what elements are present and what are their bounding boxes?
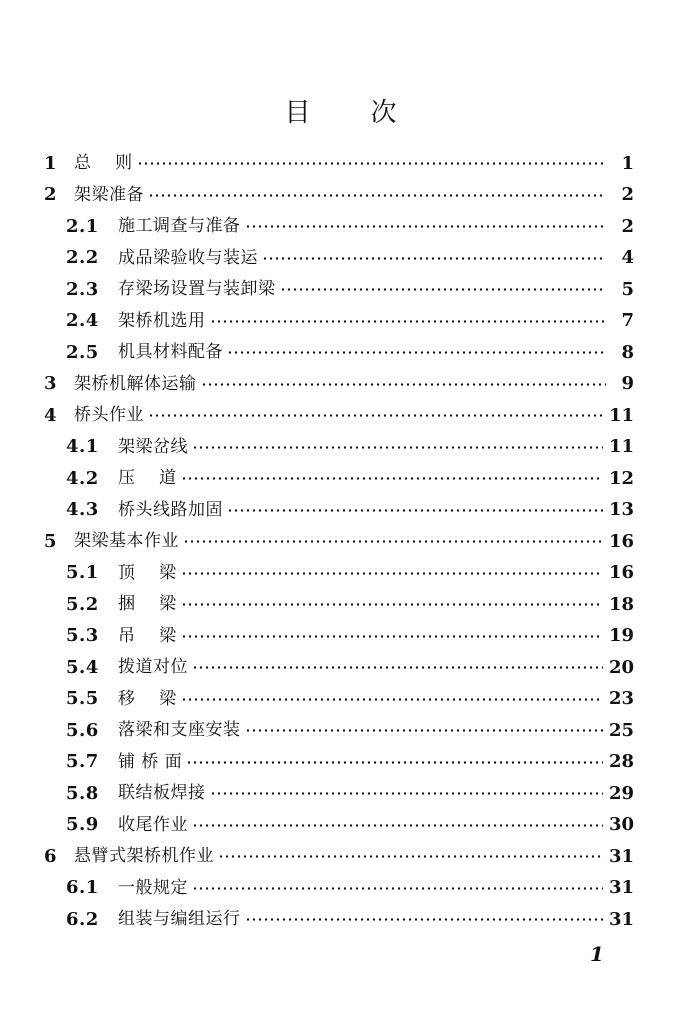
dot-leader: [245, 918, 603, 921]
toc-section-entry: [44, 306, 634, 338]
toc-entry-title: 施工调查与准备: [118, 216, 241, 237]
toc-entry-number: 4.3: [66, 499, 99, 521]
toc-entry-page: 8: [621, 341, 634, 363]
toc-entry-title: 收尾作业: [118, 814, 188, 835]
toc-section-entry: [44, 621, 634, 653]
toc-entry-page: 12: [608, 467, 634, 489]
toc-entry-title: 落梁和支座安装: [118, 720, 241, 741]
toc-entry-page: 28: [608, 751, 634, 773]
toc-entry-number: 2.1: [66, 215, 99, 237]
dot-leader: [148, 414, 603, 417]
dot-leader: [218, 855, 603, 858]
toc-entry-number: 6.2: [66, 908, 99, 930]
toc-entry-title: 架桥机选用: [118, 310, 206, 331]
toc-entry-page: 2: [621, 215, 634, 237]
toc-entry-number: 5.6: [66, 719, 99, 741]
dot-leader: [245, 225, 607, 228]
toc-section-entry: [44, 873, 634, 905]
dot-leader: [183, 540, 603, 543]
toc-entry-title: 联结板焊接: [118, 783, 206, 804]
toc-entry-title: 一般规定: [118, 877, 188, 898]
toc-section-entry: [44, 684, 634, 716]
dot-leader: [148, 194, 606, 197]
toc-chapter-entry: [44, 180, 634, 212]
toc-entry-number: 5.7: [66, 751, 99, 773]
toc-entry-number: 2: [44, 184, 57, 206]
toc-entry-title: 拨道对位: [118, 657, 188, 678]
dot-leader: [181, 635, 603, 638]
dot-leader: [192, 446, 603, 449]
toc-entry-number: 5.5: [66, 688, 99, 710]
toc-entry-page: 16: [608, 562, 634, 584]
toc-section-entry: [44, 243, 634, 275]
toc-entry-number: 4: [44, 404, 57, 426]
dot-leader: [137, 162, 606, 165]
toc-entry-title: 桥头线路加固: [118, 499, 223, 520]
toc-entry-number: 2.3: [66, 278, 99, 300]
dot-leader: [181, 698, 603, 701]
toc-entry-page: 19: [608, 625, 634, 647]
toc-entry-title: 吊 梁: [118, 625, 177, 646]
toc-section-entry: [44, 652, 634, 684]
toc-entry-number: 6.1: [66, 877, 99, 899]
toc-entry-number: 4.1: [66, 436, 99, 458]
toc-entry-title: 移 梁: [118, 688, 177, 709]
toc-entry-title: 架梁基本作业: [74, 531, 179, 552]
toc-entry-title: 捆 梁: [118, 594, 177, 615]
toc-entry-title: 悬臂式架桥机作业: [74, 846, 214, 867]
toc-entry-page: 1: [621, 152, 634, 174]
toc-entry-title: 铺 桥 面: [118, 751, 183, 772]
toc-chapter-entry: [44, 369, 634, 401]
toc-entry-page: 30: [608, 814, 634, 836]
toc-section-entry: [44, 558, 634, 590]
dot-leader: [210, 792, 603, 795]
toc-entry-number: 2.4: [66, 310, 99, 332]
toc-section-entry: [44, 589, 634, 621]
toc-entry-page: 31: [608, 877, 634, 899]
toc-section-entry: [44, 274, 634, 306]
toc-entry-page: 29: [608, 782, 634, 804]
dot-leader: [262, 257, 606, 260]
toc-entry-page: 31: [608, 845, 634, 867]
toc-entry-title: 顶 梁: [118, 562, 177, 583]
dot-leader: [227, 509, 603, 512]
toc-entry-number: 2.5: [66, 341, 99, 363]
page-title: [0, 92, 681, 129]
toc-entry-title: 机具材料配备: [118, 342, 223, 363]
dot-leader: [227, 351, 606, 354]
toc-entry-page: 2: [621, 184, 634, 206]
toc-entry-title: 架梁岔线: [118, 436, 188, 457]
dot-leader: [181, 477, 603, 480]
toc-entry-page: 20: [608, 656, 634, 678]
dot-leader: [192, 666, 603, 669]
toc-section-entry: [44, 904, 634, 936]
toc-entry-page: 31: [608, 908, 634, 930]
dot-leader: [181, 603, 603, 606]
toc-entry-page: 11: [608, 436, 634, 458]
table-of-contents: [44, 148, 634, 936]
toc-entry-number: 2.2: [66, 247, 99, 269]
toc-entry-number: 5.2: [66, 593, 99, 615]
toc-section-entry: [44, 810, 634, 842]
toc-entry-title: 架梁准备: [74, 184, 144, 205]
toc-entry-page: 25: [608, 719, 634, 741]
toc-chapter-entry: [44, 841, 634, 873]
toc-entry-number: 5.4: [66, 656, 99, 678]
dot-leader: [181, 572, 603, 575]
toc-chapter-entry: [44, 148, 634, 180]
title-char-right: 次: [370, 98, 397, 128]
toc-entry-number: 5.3: [66, 625, 99, 647]
dot-leader: [245, 729, 603, 732]
toc-entry-page: 9: [621, 373, 634, 395]
toc-entry-title: 压 道: [118, 468, 177, 489]
page-number: 1: [590, 942, 604, 966]
dot-leader: [210, 320, 607, 323]
toc-entry-page: 13: [608, 499, 634, 521]
toc-entry-page: 18: [608, 593, 634, 615]
toc-entry-page: 7: [621, 310, 634, 332]
toc-section-entry: [44, 211, 634, 243]
toc-entry-title: 组装与编组运行: [118, 909, 241, 930]
dot-leader: [201, 383, 607, 386]
toc-section-entry: [44, 778, 634, 810]
toc-section-entry: [44, 715, 634, 747]
toc-section-entry: [44, 432, 634, 464]
toc-entry-title: 架桥机解体运输: [74, 373, 197, 394]
toc-entry-page: 23: [608, 688, 634, 710]
toc-entry-title: 桥头作业: [74, 405, 144, 426]
toc-entry-number: 5.1: [66, 562, 99, 584]
title-char-left: 目: [284, 98, 311, 128]
toc-entry-title: 成品梁验收与装运: [118, 247, 258, 268]
toc-section-entry: [44, 463, 634, 495]
toc-chapter-entry: [44, 526, 634, 558]
toc-entry-number: 6: [44, 845, 57, 867]
dot-leader: [186, 761, 603, 764]
toc-entry-title: 总 则: [74, 153, 133, 174]
dot-leader: [192, 887, 603, 890]
toc-entry-page: 5: [621, 278, 634, 300]
toc-section-entry: [44, 495, 634, 527]
toc-entry-page: 11: [608, 404, 634, 426]
toc-entry-page: 4: [621, 247, 634, 269]
toc-section-entry: [44, 337, 634, 369]
toc-entry-number: 3: [44, 373, 57, 395]
dot-leader: [192, 824, 603, 827]
toc-entry-number: 1: [44, 152, 57, 174]
toc-entry-number: 5: [44, 530, 57, 552]
toc-entry-number: 5.8: [66, 782, 99, 804]
toc-chapter-entry: [44, 400, 634, 432]
dot-leader: [280, 288, 607, 291]
toc-entry-number: 5.9: [66, 814, 99, 836]
toc-section-entry: [44, 747, 634, 779]
toc-entry-number: 4.2: [66, 467, 99, 489]
toc-entry-page: 16: [608, 530, 634, 552]
toc-entry-title: 存梁场设置与装卸梁: [118, 279, 276, 300]
